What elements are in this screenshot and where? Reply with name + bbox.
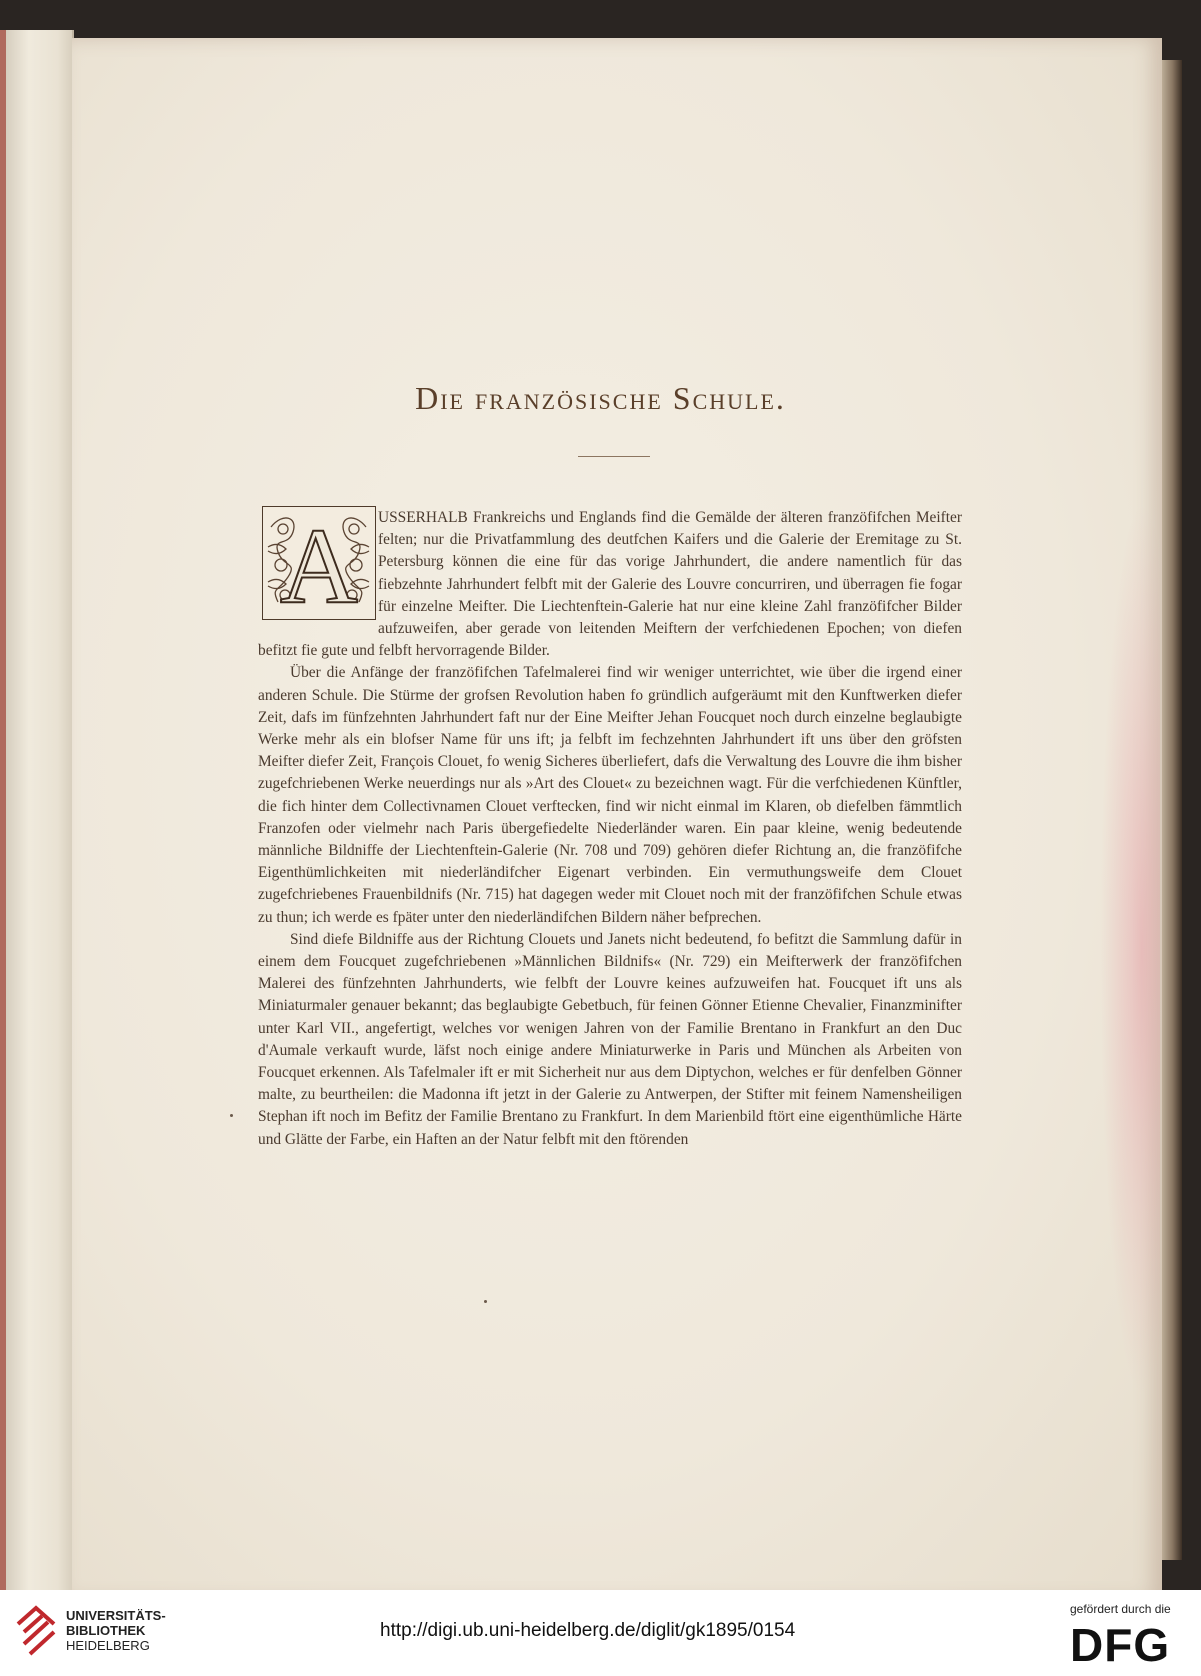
ub-heidelberg-logo-icon[interactable] (14, 1604, 58, 1658)
funding-caption: gefördert durch die (1070, 1602, 1171, 1616)
page-title: Die französische Schule. (415, 380, 786, 416)
dfg-logo[interactable]: DFG (1070, 1619, 1171, 1671)
paragraph-2: Über die Anfänge der franzöfifchen Tafelmalerei find wir weniger unterrichtet, wie über die irgend einer anderen Schule. Die Stürme der grofsen Revolution haben fo gründlich aufgeräumt mit den Kunftwerken diefer Zeit, dafs im fünfzehnten Jahrhundert faft nur der Eine Meifter Jehan Foucquet noch durch einzelne beglaubigte Werke mehr als ein blofser Name für uns ift; ja felbft im fechzehnten Jahrhundert ift uns über den gröfsten Meifter diefer Zeit, François Clouet, fo wenig Sicheres überliefert, dafs die Verwaltung des Louvre die ihm bisher zugefchriebenen Werke neuerdings nur als »Art des Clouet« zu bezeichnen wagt. Für die verfchiedenen Künftler, die fich hinter dem Collectivnamen Clouet verftecken, find wir nicht einmal im Klaren, ob diefelben fämmtlich Franzofen oder vielmehr nach Paris übergefiedelte Niederländer waren. Ein paar kleine, wenig bedeutende männliche Bildniffe der Liechtenftein-Galerie (Nr. 708 und 709) gehören diefer Richtung an, die franzöfifche Eigenthümlichkeiten mit niederländifcher Eigenart verbinden. Ein vermuthungsweife dem Clouet zugefchriebenes Frauenbildnifs (Nr. 715) hat dagegen weder mit Clouet noch mit der franzöfifchen Schule etwas zu thun; ich werde es fpäter unter den niederländifchen Bildern näher befprechen. (258, 664, 962, 926)
left-binding-edge (0, 30, 6, 1600)
viewer-footer (0, 1590, 1201, 1676)
library-name[interactable]: UNIVERSITÄTS- BIBLIOTHEK HEIDELBERG (66, 1608, 166, 1653)
paper-speck (484, 1300, 487, 1303)
paragraph-1: USSERHALB Frankreichs und Englands find die Gemälde der älteren franzöfifchen Meifter felten; nur die Privatfammlung des deutfchen Kaifers und die Galerie der Eremitage zu St. Petersburg können die eine für das vorige Jahrhundert, die andere namentlich für das fiebzehnte Jahrhundert felbft mit der Galerie des Louvre concurriren, und überragen fie fogar für einzelne Meifter. Die Liechtenftein-Galerie hat nur eine kleine Zahl franzöfifcher Bilder aufzuweifen, aber gerade von leitenden Meiftern der verfchiedenen Epochen; von diefen befitzt fie gute und felbft hervorragende Bilder. (258, 509, 962, 660)
paragraph-3: Sind diefe Bildniffe aus der Richtung Clouets und Janets nicht bedeutend, fo befitzt die Sammlung dafür in einem dem Foucquet zugefchriebenen »Männlichen Bildnifs« (Nr. 729) ein Meifterwerk der franzöfifchen Malerei des fünfzehnten Jahrhunderts, wie felbft der Louvre keines aufzuweifen hat. Foucquet ift uns als Miniaturmaler genauer bekannt; das beglaubigte Gebetbuch, für feinen Gönner Etienne Chevalier, Finanzminifter unter Karl VII., angefertigt, welches vor wenigen Jahren von der Familie Brentano in Frankfurt an den Duc d'Aumale verkauft wurde, läfst noch einige andere Miniaturwerke in Paris und München als Arbeiten von Foucquet erkennen. Als Tafelmaler ift er mit Sicherheit nur aus dem Diptychon, welches er für denfelben Gönner malte, zu beurtheilen: die Madonna ift jetzt in der Galerie zu Antwerpen, der Stifter mit feinem Namensheiligen Stephan ift noch im Befitz der Familie Brentano zu Frankfurt. In dem Marienbild ftört eine eigenthümliche Härte und Glätte der Farbe, ein Haften an der Natur felbft mit den ftörenden (258, 930, 962, 1148)
permalink-url[interactable]: http://digi.ub.uni-heidelberg.de/diglit/gk1895/0154 (380, 1620, 796, 1641)
page-stain (1100, 500, 1160, 1400)
title-rule (578, 456, 650, 457)
initial-letter: A (280, 507, 358, 626)
left-page-edge (0, 30, 74, 1600)
body-text (258, 507, 962, 1151)
paper-speck (230, 1114, 233, 1117)
